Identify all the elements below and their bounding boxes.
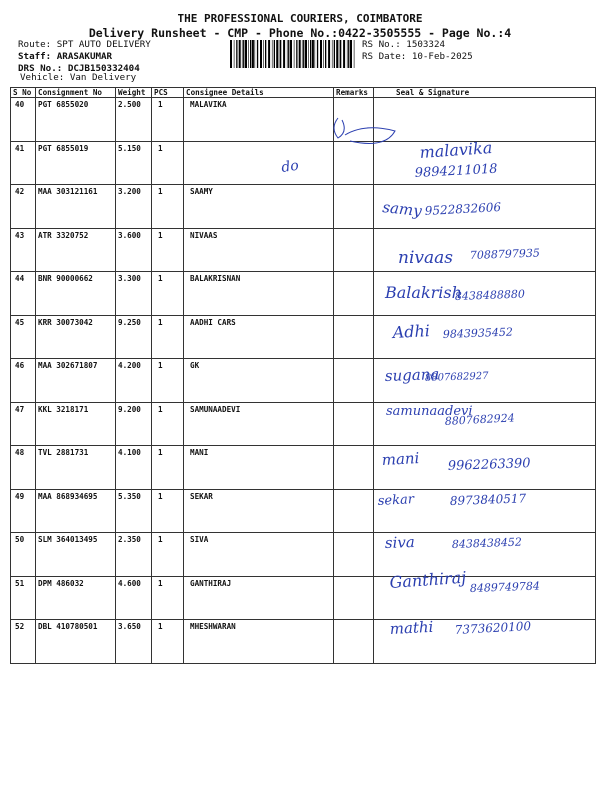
cell-consignee: BALAKRISNAN	[184, 272, 334, 316]
cell-sno: 48	[11, 446, 36, 490]
cell-weight: 4.200	[116, 359, 152, 403]
cell-weight: 3.300	[116, 272, 152, 316]
rs-no-line: RS No.: 1503324	[362, 39, 446, 50]
barcode-bar	[310, 40, 311, 68]
barcode-bar	[348, 40, 349, 68]
cell-sno: 46	[11, 359, 36, 403]
col-weight: Weight	[116, 88, 152, 98]
cell-weight: 3.600	[116, 228, 152, 272]
signature-text: Ganthiraj	[388, 567, 467, 592]
barcode-bar	[305, 40, 307, 68]
table-row	[11, 359, 596, 403]
barcode-bar	[290, 40, 292, 68]
signature-text: 9843935452	[442, 325, 514, 341]
cell-remarks	[334, 533, 374, 577]
barcode-bar	[294, 40, 295, 68]
cell-sno: 44	[11, 272, 36, 316]
barcode-bar	[303, 40, 304, 68]
barcode-bar	[263, 40, 264, 68]
cell-consignee: MANI	[184, 446, 334, 490]
barcode-bar	[332, 40, 333, 68]
cell-weight: 9.250	[116, 315, 152, 359]
barcode-bar	[242, 40, 243, 68]
table-row	[11, 141, 596, 185]
table-row	[11, 272, 596, 316]
cell-remarks	[334, 620, 374, 664]
signature-text: sugana	[384, 365, 440, 385]
barcode-bar	[299, 40, 301, 68]
barcode-bar	[328, 40, 330, 68]
signature-text: siva	[384, 532, 416, 552]
barcode-bar	[350, 40, 352, 68]
cell-seal-signature	[374, 185, 596, 229]
cell-consignment: TVL 2881731	[36, 446, 116, 490]
cell-remarks	[334, 141, 374, 185]
company-title: THE PROFESSIONAL COURIERS, COIMBATORE	[177, 12, 423, 25]
cell-consignee: MHESHWARAN	[184, 620, 334, 664]
cell-consignee: MALAVIKA	[184, 98, 334, 142]
barcode-bar	[336, 40, 338, 68]
drs-value: DCJB150332404	[67, 63, 140, 74]
cell-seal-signature	[374, 98, 596, 142]
table-row	[11, 576, 596, 620]
cell-consignment: PGT 6855020	[36, 98, 116, 142]
cell-consignee	[184, 141, 334, 185]
signature-text: 8438488880	[454, 287, 526, 303]
barcode-bar	[230, 40, 232, 68]
cell-seal-signature	[374, 576, 596, 620]
route-line: Route: SPT AUTO DELIVERY	[18, 39, 151, 50]
col-consignee: Consignee Details	[184, 88, 334, 98]
barcode-bar	[339, 40, 340, 68]
cell-pcs: 1	[152, 315, 184, 359]
barcode-bar	[354, 40, 355, 68]
cell-remarks	[334, 402, 374, 446]
cell-sno: 50	[11, 533, 36, 577]
cell-consignment: MAA 868934695	[36, 489, 116, 533]
cell-weight: 5.350	[116, 489, 152, 533]
cell-remarks	[334, 185, 374, 229]
cell-remarks	[334, 446, 374, 490]
cell-seal-signature	[374, 402, 596, 446]
rs-no-value: 1503324	[406, 39, 446, 50]
barcode-bar	[239, 40, 241, 68]
barcode	[228, 40, 358, 68]
cell-remarks	[334, 228, 374, 272]
table-row	[11, 185, 596, 229]
barcode-bar	[245, 40, 247, 68]
cell-consignee: SEKAR	[184, 489, 334, 533]
barcode-bar	[283, 40, 285, 68]
barcode-bar	[308, 40, 309, 68]
drs-line: DRS No.: DCJB150332404	[18, 63, 140, 74]
cell-seal-signature	[374, 446, 596, 490]
signature-text: 7088797935	[469, 246, 541, 262]
cell-pcs: 1	[152, 359, 184, 403]
barcode-bar	[347, 40, 348, 68]
signature-text: mani	[381, 449, 420, 469]
barcode-bar	[296, 40, 297, 68]
table-row	[11, 402, 596, 446]
col-sno: S No	[11, 88, 36, 98]
barcode-bar	[279, 40, 280, 68]
vehicle-line: Vehicle: Van Delivery	[20, 72, 137, 83]
barcode-bar	[257, 40, 258, 68]
cell-consignment: ATR 3320752	[36, 228, 116, 272]
cell-consignment: KRR 30073042	[36, 315, 116, 359]
signature-text: Adhi	[392, 321, 431, 342]
signature-text: do	[280, 157, 300, 176]
cell-weight: 2.500	[116, 98, 152, 142]
table-header-row	[11, 88, 596, 98]
signature-text: 9962263390	[447, 456, 531, 474]
barcode-bar	[234, 40, 235, 68]
signature-text: samunaadevi	[386, 404, 473, 419]
cell-consignment: SLM 364013495	[36, 533, 116, 577]
barcode-bar	[274, 40, 275, 68]
cell-consignment: DBL 410780501	[36, 620, 116, 664]
signature-text: malavika	[418, 137, 493, 162]
cell-weight: 4.600	[116, 576, 152, 620]
signature-text: 8807682924	[444, 411, 516, 428]
signature-text: samy	[381, 198, 423, 221]
barcode-bar	[323, 40, 324, 68]
cell-consignment: PGT 6855019	[36, 141, 116, 185]
table-row	[11, 98, 596, 142]
cell-consignee: SAAMY	[184, 185, 334, 229]
signature-text: Balakrish	[385, 283, 462, 302]
cell-seal-signature	[374, 141, 596, 185]
barcode-bar	[276, 40, 278, 68]
barcode-bar	[250, 40, 251, 68]
vehicle-value: Van Delivery	[69, 72, 137, 83]
cell-pcs: 1	[152, 141, 184, 185]
col-remarks: Remarks	[334, 88, 374, 98]
cell-seal-signature	[374, 359, 596, 403]
cell-sno: 52	[11, 620, 36, 664]
cell-pcs: 1	[152, 533, 184, 577]
cell-sno: 42	[11, 185, 36, 229]
staff-line: Staff: ARASAKUMAR	[18, 51, 113, 62]
cell-weight: 9.200	[116, 402, 152, 446]
cell-consignment: KKL 3218171	[36, 402, 116, 446]
barcode-bar	[312, 40, 314, 68]
cell-sno: 47	[11, 402, 36, 446]
signature-text: 8489749784	[469, 579, 541, 595]
cell-pcs: 1	[152, 98, 184, 142]
signature-text: nivaas	[398, 248, 453, 268]
cell-sno: 40	[11, 98, 36, 142]
barcode-bar	[260, 40, 262, 68]
barcode-bar	[255, 40, 256, 68]
rs-info	[362, 39, 473, 63]
cell-pcs: 1	[152, 185, 184, 229]
barcode-bar	[252, 40, 254, 68]
cell-weight: 5.150	[116, 141, 152, 185]
rs-date-line: RS Date: 10-Feb-2025	[362, 51, 473, 62]
cell-pcs: 1	[152, 620, 184, 664]
cell-sno: 43	[11, 228, 36, 272]
cell-seal-signature	[374, 489, 596, 533]
signature-text: 7373620100	[454, 619, 532, 637]
cell-weight: 3.650	[116, 620, 152, 664]
signature-text: 8438438452	[451, 535, 523, 551]
barcode-bar	[248, 40, 249, 68]
cell-sno: 49	[11, 489, 36, 533]
cell-weight: 3.200	[116, 185, 152, 229]
barcode-bar	[325, 40, 326, 68]
cell-seal-signature	[374, 228, 596, 272]
table-row	[11, 446, 596, 490]
barcode-bar	[287, 40, 288, 68]
runsheet-subtitle: Delivery Runsheet - CMP - Phone No.:0422-3505555 - Page No.:4	[88, 26, 512, 40]
barcode-bar	[288, 40, 289, 68]
signature-text: 9894211018	[414, 161, 498, 181]
cell-consignment: MAA 302671807	[36, 359, 116, 403]
barcode-bar	[272, 40, 273, 68]
barcode-bar	[265, 40, 266, 68]
cell-pcs: 1	[152, 576, 184, 620]
barcode-bar	[334, 40, 335, 68]
cell-remarks	[334, 98, 374, 142]
signature-text: 9522832606	[424, 200, 502, 218]
cell-pcs: 1	[152, 489, 184, 533]
cell-weight: 2.350	[116, 533, 152, 577]
cell-consignment: BNR 90000662	[36, 272, 116, 316]
cell-remarks	[334, 272, 374, 316]
cell-consignment: DPM 486032	[36, 576, 116, 620]
table-row	[11, 620, 596, 664]
cell-sno: 45	[11, 315, 36, 359]
table-row	[11, 489, 596, 533]
cell-pcs: 1	[152, 272, 184, 316]
cell-pcs: 1	[152, 228, 184, 272]
cell-consignee: GK	[184, 359, 334, 403]
cell-remarks	[334, 359, 374, 403]
barcode-bar	[236, 40, 237, 68]
cell-consignee: AADHI CARS	[184, 315, 334, 359]
route-value: SPT AUTO DELIVERY	[56, 39, 151, 50]
table-row	[11, 533, 596, 577]
table-row	[11, 228, 596, 272]
staff-value: ARASAKUMAR	[56, 51, 113, 62]
barcode-bar	[340, 40, 341, 68]
barcode-bar	[343, 40, 345, 68]
cell-seal-signature	[374, 533, 596, 577]
cell-seal-signature	[374, 272, 596, 316]
cell-consignee: SIVA	[184, 533, 334, 577]
cell-consignee: GANTHIRAJ	[184, 576, 334, 620]
route-info	[18, 39, 151, 75]
barcode-bar	[320, 40, 322, 68]
signature-text: mathi	[389, 617, 434, 638]
rs-date-value: 10-Feb-2025	[411, 51, 473, 62]
barcode-bar	[317, 40, 318, 68]
cell-sno: 51	[11, 576, 36, 620]
col-pcs: PCS	[152, 88, 184, 98]
cell-consignment: MAA 303121161	[36, 185, 116, 229]
barcode-bar	[315, 40, 316, 68]
barcode-bar	[302, 40, 303, 68]
barcode-bar	[280, 40, 281, 68]
cell-remarks	[334, 576, 374, 620]
cell-remarks	[334, 315, 374, 359]
cell-pcs: 1	[152, 446, 184, 490]
signature-text: 8807682927	[424, 370, 489, 384]
cell-consignee: NIVAAS	[184, 228, 334, 272]
runsheet-table	[10, 87, 596, 664]
cell-weight: 4.100	[116, 446, 152, 490]
signature-text: sekar	[377, 492, 415, 509]
col-consignment: Consignment No	[36, 88, 116, 98]
barcode-bar	[243, 40, 244, 68]
cell-remarks	[334, 489, 374, 533]
barcode-bar	[268, 40, 270, 68]
cell-pcs: 1	[152, 402, 184, 446]
cell-seal-signature	[374, 617, 596, 664]
signature-text: 8973840517	[449, 491, 527, 508]
cell-sno: 41	[11, 141, 36, 185]
table-row	[11, 315, 596, 359]
col-seal: Seal & Signature	[374, 88, 596, 98]
cell-consignee: SAMUNAADEVI	[184, 402, 334, 446]
cell-seal-signature	[374, 315, 596, 359]
